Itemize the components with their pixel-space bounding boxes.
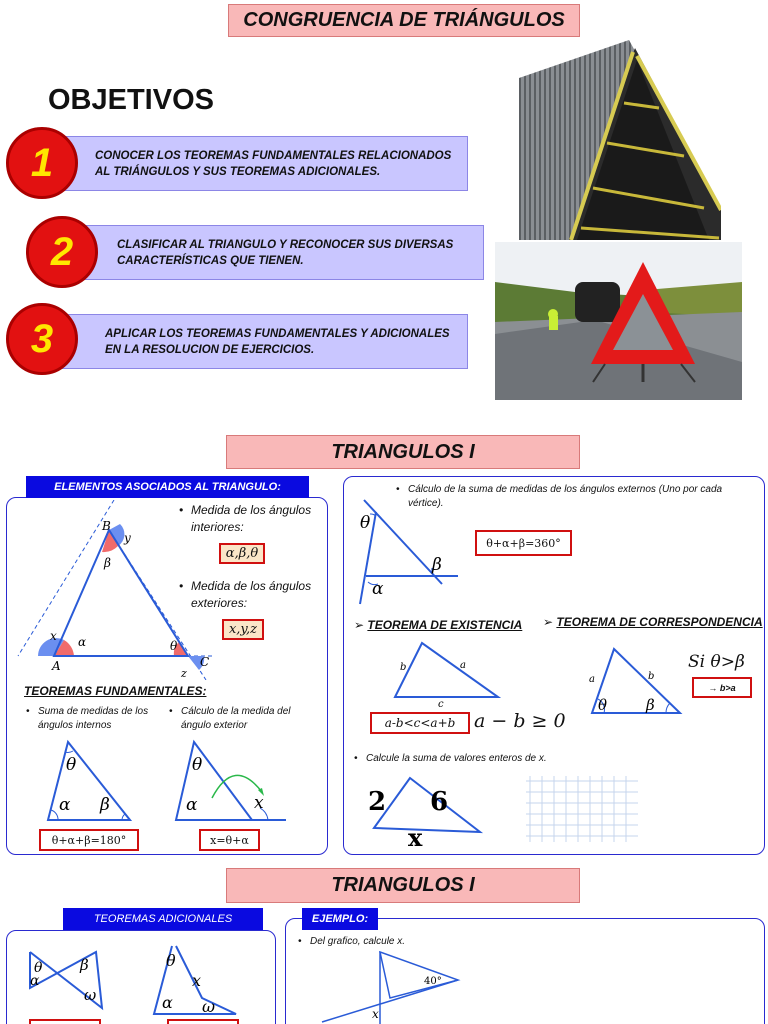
vertex-c-label: C [200,655,210,669]
triangle-abc-diagram [14,500,214,680]
objetivos-heading: OBJETIVOS [48,84,214,116]
suma-theta: θ [66,755,77,775]
adicionales-2-theta: θ [166,951,176,970]
ext-y-label: y [124,531,131,545]
objetivo-1-number-text: 1 [30,140,54,185]
calc-x: x [254,793,264,813]
objetivo-3-number [6,303,78,375]
vertex-b-label: B [102,519,111,533]
adicionales-1-alpha: α [30,973,40,989]
existencia-b: b [400,662,407,673]
externos-text: • Cálculo de la suma de medidas de los ángulos externos (Uno por cada vértice). [408,483,738,511]
objetivo-2-box [82,225,484,280]
adicionales-diagram-1 [26,948,106,1018]
adicionales-1-omega: ω [84,986,97,1004]
externos-diagram [354,492,464,610]
correspondencia-diagram [584,645,684,717]
correspondencia-result: → b>a [692,677,752,698]
adicionales-2-alpha: α [162,993,173,1012]
suma-alpha: α [59,795,71,815]
calc-triangle-diagram [172,738,288,824]
correspondencia-condition: Si θ>β [688,652,745,672]
suma-triangle-diagram [44,738,136,824]
ejemplo-diagram [318,950,462,1024]
externos-beta: β [432,555,442,575]
adicionales-diagram-2 [150,942,240,1018]
adicionales-formula-box-2 [167,1019,239,1024]
objetivo-3-text: APLICAR LOS TEOREMAS FUNDAMENTALES Y ADICIONALES EN LA RESOLUCION DE EJERCICIOS. [105,327,450,356]
adicionales-1-beta: β [80,956,89,974]
ejemplo-x: x [372,1007,379,1021]
existencia-diagram [392,640,504,710]
int-beta-label: β [104,556,111,570]
ejercicio-n1: 2 [368,787,387,817]
adicionales-2-x: x [192,971,202,990]
ext-z-label: z [181,667,187,680]
objetivo-1-box [62,136,468,191]
objetivo-2-number-text: 2 [50,229,74,274]
correspondencia-beta: β [646,696,655,714]
ext-x-label: x [50,629,57,643]
existencia-heading [354,618,522,632]
existencia-heading-text: TEOREMA DE EXISTENCIA [367,618,523,632]
exteriores-text: • Medida de los ángulos exteriores: [191,578,326,612]
correspondencia-heading-text: TEOREMA DE CORRESPONDENCIA [556,615,763,629]
correspondencia-a: a [589,674,595,685]
existencia-arrow-icon: ➢ [354,618,368,632]
fundamentales-heading: TEOREMAS FUNDAMENTALES: [24,684,207,698]
interiores-text: • Medida de los ángulos interiores: [191,502,326,536]
adicionales-2-omega: ω [202,997,216,1016]
externos-formula: θ+α+β=360° [475,530,572,556]
existencia-extra: a − b ≥ 0 [474,710,566,732]
int-theta-label: θ [170,639,178,653]
adicionales-formula-box-1 [29,1019,101,1024]
ejercicio-x: x [408,823,423,848]
calc-alpha: α [186,795,198,815]
existencia-c: c [438,699,444,710]
externos-theta: θ [360,513,371,533]
page-title: CONGRUENCIA DE TRIÁNGULOS [228,4,580,37]
existencia-a: a [460,660,466,671]
correspondencia-b: b [648,671,655,682]
suma-beta: β [100,795,110,815]
correspondencia-theta: θ [598,696,608,714]
interiores-value: α,β,θ [219,543,265,564]
adicionales-1-theta: θ [34,960,43,976]
correspondencia-arrow-icon: ➢ [543,615,557,629]
suma-text: • Suma de medidas de los ángulos internos [38,705,150,733]
objetivo-2-text: CLASIFICAR AL TRIANGULO Y RECONOCER SUS DIVERSAS CARACTERÍSTICAS QUE TIENEN. [117,238,454,267]
calc-theta: θ [192,755,203,775]
existencia-formula: a-b<c<a+b [370,712,470,734]
section-title-triangulos-2: TRIANGULOS I [226,868,580,903]
objetivo-1-text: CONOCER LOS TEOREMAS FUNDAMENTALES RELACIONADOS AL TRIÁNGULOS Y SUS TEOREMAS ADICIONALES. [95,149,452,178]
ejemplo-angle: 40° [424,976,442,987]
elementos-label: ELEMENTOS ASOCIADOS AL TRIANGULO: [26,476,309,498]
a-frame-house-photo [519,38,721,240]
vertex-a-label: A [52,659,61,673]
ejemplo-label: EJEMPLO: [302,908,378,930]
exteriores-value: x,y,z [222,619,264,640]
objetivo-2-number [26,216,98,288]
calc-formula: x=θ+α [199,829,260,851]
ejercicio-n2: 6 [430,787,449,817]
calc-text: • Cálculo de la medida del ángulo exterior [181,705,311,733]
correspondencia-heading [543,615,763,629]
ejercicio-diagram [368,776,488,848]
int-alpha-label: α [78,635,87,649]
objetivo-1-number [6,127,78,199]
warning-triangle-photo [495,242,742,400]
objetivo-3-number-text: 3 [30,316,54,361]
ejemplo-text: • Del grafico, calcule x. [310,935,510,949]
section-title-triangulos-1: TRIANGULOS I [226,435,580,469]
adicionales-label: TEOREMAS ADICIONALES [63,908,263,930]
ejercicio-text: • Calcule la suma de valores enteros de x. [366,752,666,766]
externos-alpha: α [372,579,384,599]
suma-formula: θ+α+β=180° [39,829,139,851]
ejercicio-grid [526,776,638,842]
objetivo-3-box [62,314,468,369]
